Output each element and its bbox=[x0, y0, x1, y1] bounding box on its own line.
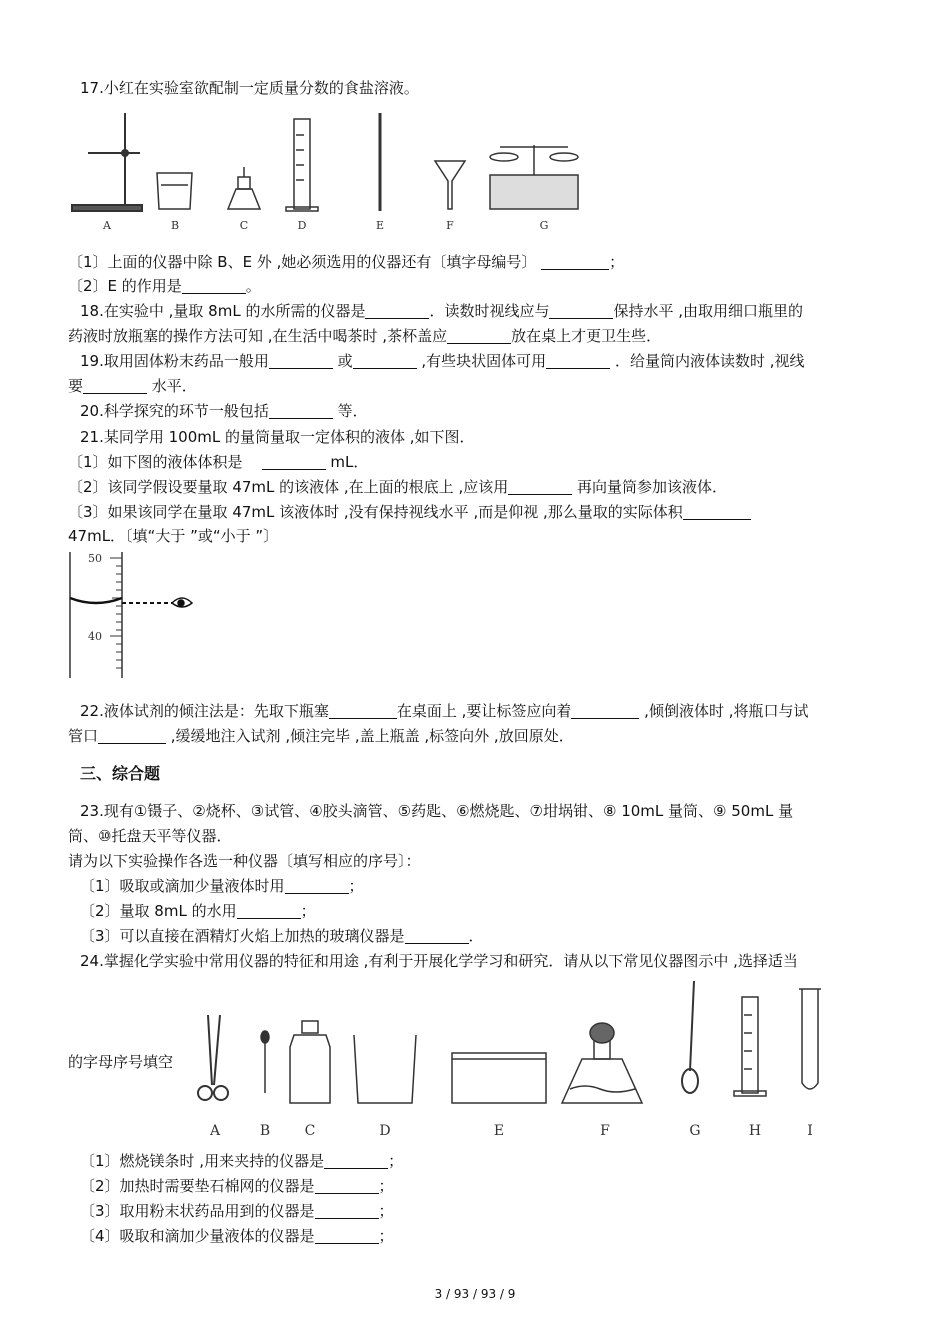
q17-sub2-text: 〔2〕E 的作用是 bbox=[68, 277, 182, 295]
q19-l1-d: ．给量筒内液体读数时 ,视线 bbox=[610, 352, 805, 370]
q19-blank-4[interactable] bbox=[83, 377, 147, 394]
q22-l1-b: 在桌面上 ,要让标签应向着 bbox=[396, 702, 572, 720]
q21-sub3 bbox=[68, 502, 751, 522]
q18-l1-b: ．读数时视线应与 bbox=[429, 302, 550, 320]
q22-blank-3[interactable] bbox=[98, 727, 166, 744]
q23-blank-1[interactable] bbox=[285, 877, 349, 894]
q23-blank-2[interactable] bbox=[237, 902, 301, 919]
eye-icon bbox=[172, 598, 192, 607]
q17-sub2 bbox=[68, 276, 261, 296]
q18-blank-3[interactable] bbox=[447, 327, 511, 344]
q24-sub3 bbox=[80, 1201, 394, 1221]
alcohol-lamp-icon bbox=[228, 167, 260, 209]
q17-stem: 17.小红在实验室欲配制一定质量分数的食盐溶液。 bbox=[80, 79, 419, 97]
q21-sub3-cont: 47mL．〔填“大于 ”或“小于 ”〕 bbox=[68, 527, 279, 545]
q18-l2-b: 放在桌上才更卫生些． bbox=[511, 327, 662, 345]
q20-a: 20.科学探究的环节一般包括 bbox=[80, 402, 269, 420]
q21-sub2 bbox=[68, 477, 727, 497]
funnel-icon bbox=[435, 161, 465, 209]
q24-sub4-a: 〔4〕吸取和滴加少量液体的仪器是 bbox=[80, 1227, 315, 1245]
q23-sub3-b: ． bbox=[468, 927, 484, 945]
q17-sub1-end: ； bbox=[609, 253, 625, 271]
graduated-cylinder-icon bbox=[734, 997, 766, 1096]
q24-sub3-a: 〔3〕取用粉末状药品用到的仪器是 bbox=[80, 1202, 315, 1220]
q24-blank-3[interactable] bbox=[315, 1202, 379, 1219]
q17-label-c: C bbox=[239, 219, 249, 232]
q18-l1-c: 保持水平 ,由取用细口瓶里的 bbox=[613, 302, 804, 320]
q24-label-h: H bbox=[748, 1123, 762, 1139]
q18-blank-2[interactable] bbox=[549, 302, 613, 319]
q24-label-i: I bbox=[807, 1123, 813, 1139]
dropper-icon bbox=[261, 1031, 269, 1093]
q24-sub1-b: ； bbox=[388, 1152, 404, 1170]
q18-blank-1[interactable] bbox=[365, 302, 429, 319]
page-footer: 3 / 93 / 93 / 9 bbox=[434, 1287, 516, 1301]
q21-stem: 21.某同学用 100mL 的量筒量取一定体积的液体 ,如下图． bbox=[80, 428, 475, 446]
q21-sub2-a: 〔2〕该同学假设要量取 47mL 的该液体 ,在上面的根底上 ,应该用 bbox=[68, 478, 509, 496]
q23-line1: 23.现有①镊子、②烧杯、③试管、④胶头滴管、⑤药匙、⑥燃烧匙、⑦坩埚钳、⑧ 10mL 量筒、⑨ 50mL 量 bbox=[80, 802, 794, 820]
q24-sub3-b: ； bbox=[378, 1202, 394, 1220]
q22-l1-c: ,倾倒液体时 ,将瓶口与试 bbox=[639, 702, 809, 720]
q20-blank[interactable] bbox=[269, 402, 333, 419]
q24-label-e: E bbox=[493, 1123, 505, 1139]
q18-line1 bbox=[80, 301, 803, 321]
reagent-bottle-icon bbox=[290, 1021, 330, 1103]
q24-sub1-a: 〔1〕燃烧镁条时 ,用来夹持的仪器是 bbox=[80, 1152, 325, 1170]
q24-apparatus-figure bbox=[190, 975, 850, 1145]
q24-label-d: D bbox=[379, 1123, 391, 1139]
q17-label-b: B bbox=[170, 219, 180, 232]
test-tube-icon bbox=[799, 989, 821, 1089]
scale-label-40: 40 bbox=[88, 630, 102, 643]
q19-l2-a: 要 bbox=[68, 377, 84, 395]
q23-sub2 bbox=[80, 901, 316, 921]
q22-line2 bbox=[68, 726, 574, 746]
q24-sub2 bbox=[80, 1176, 394, 1196]
q21-sub1-b: mL． bbox=[325, 453, 369, 471]
q19-l1-c: ,有些块状固体可用 bbox=[416, 352, 547, 370]
q24-line1: 24.掌握化学实验中常用仪器的特征和用途 ,有利于开展化学学习和研究．请从以下常见仪器图示中 ,选择适当 bbox=[80, 952, 798, 970]
q24-sub4 bbox=[80, 1226, 394, 1246]
q22-l2-b: ,缓缓地注入试剂 ,倾注完毕 ,盖上瓶盖 ,标签向外 ,放回原处． bbox=[166, 727, 574, 745]
q19-blank-1[interactable] bbox=[269, 352, 333, 369]
q20 bbox=[80, 401, 368, 421]
q17-apparatus-figure bbox=[60, 105, 600, 235]
q17-sub2-blank[interactable] bbox=[182, 277, 246, 294]
q24-line2: 的字母序号填空 bbox=[68, 1053, 174, 1071]
q24-blank-1[interactable] bbox=[324, 1152, 388, 1169]
q24-label-f: F bbox=[600, 1123, 610, 1139]
q21-sub2-b: 再向量筒参加该液体． bbox=[572, 478, 727, 496]
q19-l1-a: 19.取用固体粉末药品一般用 bbox=[80, 352, 269, 370]
alcohol-lamp-icon bbox=[562, 1023, 642, 1103]
combustion-spoon-icon bbox=[682, 981, 698, 1093]
q17-sub1-blank[interactable] bbox=[541, 253, 609, 270]
q21-blank-2[interactable] bbox=[508, 478, 572, 495]
q19-blank-2[interactable] bbox=[353, 352, 417, 369]
q21-blank-1[interactable] bbox=[262, 453, 326, 470]
section3-title: 三、综合题 bbox=[80, 764, 161, 783]
q21-sub1-a: 〔1〕如下图的液体体积是 bbox=[68, 453, 243, 471]
graduated-cylinder-icon bbox=[286, 119, 318, 211]
q17-label-d: D bbox=[297, 219, 307, 232]
q17-sub2-end: 。 bbox=[245, 277, 261, 295]
beaker-icon bbox=[354, 1035, 416, 1103]
q23-line3: 请为以下实验操作各选一种仪器〔填写相应的序号〕： bbox=[68, 852, 421, 870]
q17-label-g: G bbox=[539, 219, 549, 232]
q22-l1-a: 22.液体试剂的倾注法是：先取下瓶塞 bbox=[80, 702, 329, 720]
cylinder-scale bbox=[110, 558, 122, 668]
scale-label-50: 50 bbox=[88, 552, 102, 565]
q24-sub2-a: 〔2〕加热时需要垫石棉网的仪器是 bbox=[80, 1177, 315, 1195]
q19-line1 bbox=[80, 351, 805, 371]
q24-label-g: G bbox=[689, 1123, 701, 1139]
q22-blank-1[interactable] bbox=[329, 702, 397, 719]
q22-l2-a: 管口 bbox=[68, 727, 99, 745]
q23-sub1-b: ； bbox=[348, 877, 364, 895]
q21-sub3-a: 〔3〕如果该同学在量取 47mL 该液体时 ,没有保持视线水平 ,而是仰视 ,那么量取的实际体积 bbox=[68, 503, 683, 521]
q23-sub3-a: 〔3〕可以直接在酒精灯火焰上加热的玻璃仪器是 bbox=[80, 927, 405, 945]
q17-sub1 bbox=[68, 252, 624, 272]
q24-label-c: C bbox=[304, 1123, 316, 1139]
iron-stand-icon bbox=[72, 113, 142, 211]
q21-cylinder-figure bbox=[60, 548, 210, 683]
q19-l1-b: 或 bbox=[332, 352, 353, 370]
q24-label-b: B bbox=[259, 1123, 271, 1139]
q24-blank-2[interactable] bbox=[315, 1177, 379, 1194]
q24-label-a: A bbox=[209, 1123, 221, 1139]
q21-blank-3[interactable] bbox=[683, 503, 751, 520]
q17-sub1-text: 〔1〕上面的仪器中除 B、E 外 ,她必须选用的仪器还有〔填字母编号〕 bbox=[68, 253, 537, 271]
q23-sub1 bbox=[80, 876, 364, 896]
q22-blank-2[interactable] bbox=[571, 702, 639, 719]
q23-sub3 bbox=[80, 926, 484, 946]
q22-line1 bbox=[80, 701, 808, 721]
q24-sub1 bbox=[80, 1151, 403, 1171]
q20-b: 等． bbox=[332, 402, 368, 420]
q24-sub2-b: ； bbox=[378, 1177, 394, 1195]
q23-sub2-b: ； bbox=[300, 902, 316, 920]
q19-blank-3[interactable] bbox=[546, 352, 610, 369]
q23-sub1-a: 〔1〕吸取或滴加少量液体时用 bbox=[80, 877, 285, 895]
evaporating-dish-icon bbox=[452, 1053, 546, 1103]
q23-blank-3[interactable] bbox=[405, 927, 469, 944]
q23-sub2-a: 〔2〕量取 8mL 的水用 bbox=[80, 902, 237, 920]
q21-sub1 bbox=[68, 452, 368, 472]
q18-l2-a: 药液时放瓶塞的操作方法可知 ,在生活中喝茶时 ,茶杯盖应 bbox=[68, 327, 448, 345]
q24-blank-4[interactable] bbox=[315, 1227, 379, 1244]
q24-sub4-b: ； bbox=[378, 1227, 394, 1245]
q19-line2 bbox=[68, 376, 197, 396]
q19-l2-b: 水平． bbox=[147, 377, 197, 395]
q17-label-e: E bbox=[375, 219, 385, 232]
balance-icon bbox=[490, 145, 578, 209]
q18-line2 bbox=[68, 326, 661, 346]
liquid-meniscus bbox=[70, 598, 122, 603]
beaker-icon bbox=[157, 173, 192, 209]
q18-l1-a: 18.在实验中 ,量取 8mL 的水所需的仪器是 bbox=[80, 302, 366, 320]
crucible-tongs-icon bbox=[198, 1015, 228, 1100]
q23-line2: 筒、⑩托盘天平等仪器． bbox=[68, 827, 232, 845]
q17-label-a: A bbox=[103, 219, 111, 232]
q17-label-f: F bbox=[446, 219, 454, 232]
